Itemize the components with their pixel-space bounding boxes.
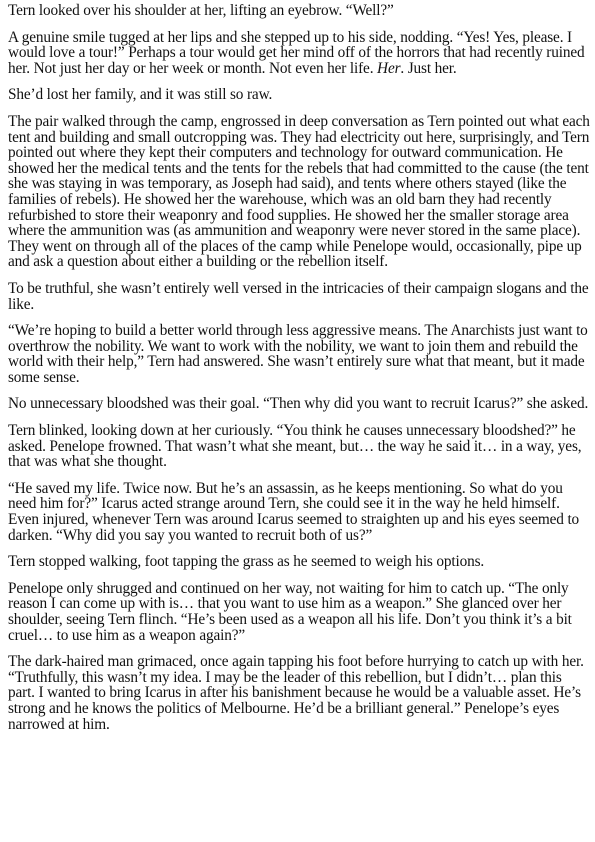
text-run: The dark-haired man grimaced, once again tapping his foot before hurrying to catch up with her. “Truthfully, this wasn’t my idea. I may be the leader of this rebellion, but I didn’t… plan this part. I wanted to bring Icarus in after his banishment because he would be a valuable asset. He’s strong and he knows the politics of Melbourne. He’d be a brilliant general.” Penelope’s eyes narrowed at him. [8,653,584,733]
text-run: She’d lost her family, and it was still so raw. [8,86,273,104]
paragraph [8,654,590,732]
paragraph [8,481,590,543]
italic-text-run: Her [377,59,401,77]
text-run: Tern looked over his shoulder at her, lifting an eyebrow. “Well?” [8,2,394,19]
paragraph [8,554,590,570]
paragraph [8,3,590,19]
text-run: . Just her. [400,59,457,77]
text-run: Tern blinked, looking down at her curiously. “You think he causes unnecessary bloodshed?” he asked. Penelope frowned. That wasn’t what she meant, but… the way he said it… in a way, yes, that was what she thought. [8,422,582,471]
text-run: No unnecessary bloodshed was their goal. “Then why did you want to recruit Icarus?” she asked. [8,395,589,413]
paragraph [8,396,590,412]
text-run: “He saved my life. Twice now. But he’s an assassin, as he keeps mentioning. So what do you need him for?” Icarus acted strange around Tern, she could see it in the way he held himself. Even injured, whenever Tern was around Icarus seemed to straighten up and his eyes seemed to darken. “Why did you say you wanted to recruit both of us?” [8,479,580,544]
paragraph [8,30,590,77]
paragraph [8,423,590,470]
paragraph [8,323,590,385]
text-run: The pair walked through the camp, engrossed in deep conversation as Tern pointed out what each tent and building and small outcropping was. They had electricity out here, surprisingly, and Tern pointed out where they kept their computers and technology for outward communication. He showed her the medical tents and the tents for the rebels that had committed to the cause (the tent she was staying in was temporary, as Joseph had said), and tents where others stayed (like the families of rebels). He showed her the warehouse, which was an old barn they had recently refurbished to store their weaponry and food supplies. He showed her the smaller storage area where the ammunition was (as ammunition and weaponry were never stored in the same place). They went on through all of the places of the camp while Penelope would, occasionally, pipe up and ask a question about either a building or the rebellion itself. [8,112,590,271]
paragraph [8,281,590,312]
paragraph [8,581,590,643]
text-run: Tern stopped walking, foot tapping the grass as he seemed to weigh his options. [8,553,485,571]
text-run: Penelope only shrugged and continued on her way, not waiting for him to catch up. “The only reason I can come up with is… that you want to use him as a weapon.” She glanced over her shoulder, seeing Tern flinch. “He’s been used as a weapon all his life. Don’t you think it’s a bit cruel… to use him as a weapon again?” [8,579,572,644]
text-run: A genuine smile tugged at her lips and she stepped up to his side, nodding. “Yes! Yes, please. I would love a tour!” Perhaps a tour would get her mind off of the horrors that had recently ruined her. Not just her day or her week or month. Not even her life. [8,28,585,77]
paragraph [8,114,590,270]
text-run: “We’re hoping to build a better world through less aggressive means. The Anarchists just want to overthrow the nobility. We want to work with the nobility, we want to join them and rebuild the world with their help,” Tern had answered. She wasn’t entirely sure what that meant, but it made some sense. [8,322,588,386]
text-run: To be truthful, she wasn’t entirely well versed in the intricacies of their campaign slogans and the like. [8,279,589,313]
paragraph [8,87,590,103]
body-text [8,3,590,743]
